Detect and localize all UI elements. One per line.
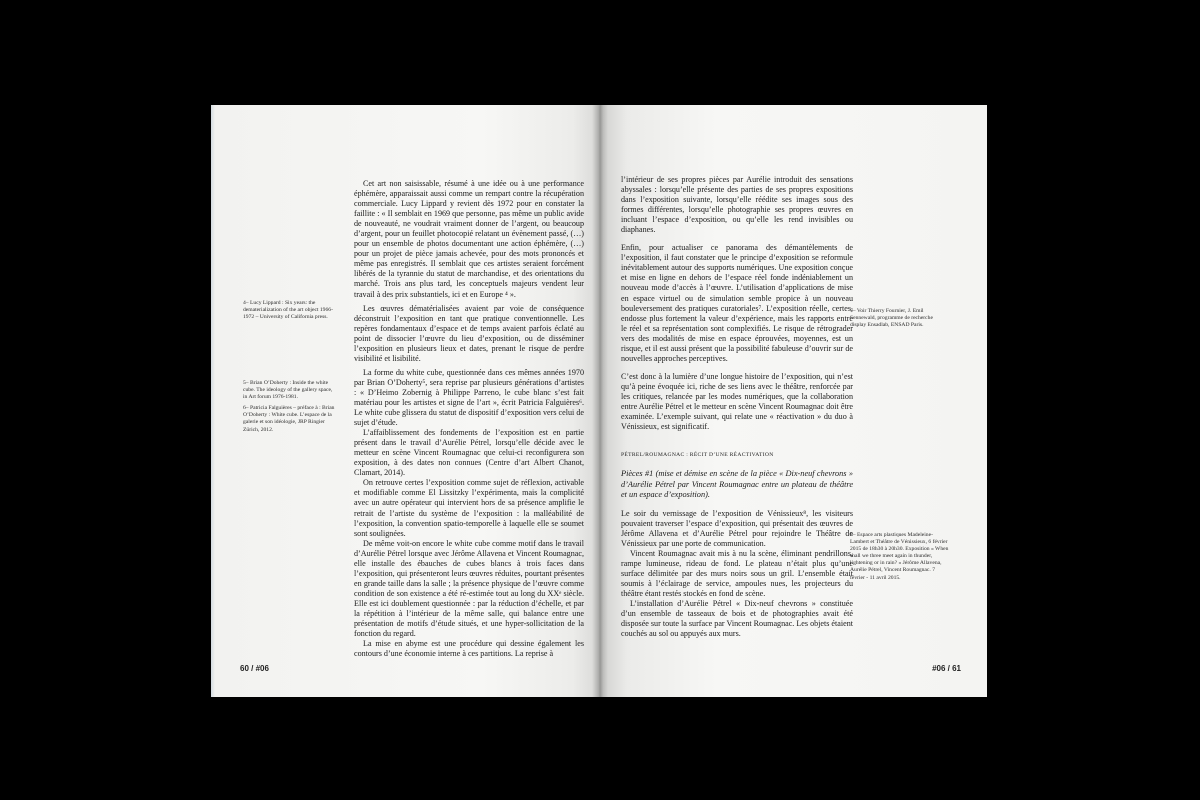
paragraph: Vincent Roumagnac avait mis à nu la scène, éliminant pendrillons, rampe lumineuse, rideau de fond. Le plateau n’était plus qu’une surface délimitée par des murs noirs sous un gril. L’ensemble était soumis à l’éclairage de service, ampoules nues, les projecteurs du théâtre étant restés stockés en fond de scène. [621, 548, 853, 599]
footnote-4-text: 4– Lucy Lippard : Six years: the dematerialization of the art object 1966-1972 – University of California press. [243, 300, 333, 321]
paragraph: La mise en abyme est une procédure qui dessine également les contours d’une économie interne à ces partitions. La reprise à [354, 639, 584, 659]
footnote-5-text: 5– Brian O’Doherty : Inside the white cube. The ideology of the gallery space, in Art forum 1976-1981. [243, 380, 333, 401]
paragraph: L’installation d’Aurélie Pétrel « Dix-neuf chevrons » constituée d’un ensemble de tasseaux de bois et de photographies avait été disposée sur toute la surface par Vincent Roumagnac. Les objets étaient couchés au sol ou appuyés aux murs. [621, 599, 853, 639]
right-body-column [621, 175, 853, 639]
footnote-7 [850, 308, 950, 333]
page-number-left: 60 / #06 [240, 664, 269, 673]
paragraph: Les œuvres dématérialisées avaient par voie de conséquence déconstruit l’exposition en tant que pratique conventionnelle. Les repères fondamentaux d’espace et de temps avaient parfois éclaté au point de dissocier l’œuvre du lieu d’exposition, ou de disséminer l’exposition en plusieurs lieux et dates, prenant le risque de perdre visibilité et lisibilité. [354, 303, 584, 363]
paragraph: On retrouve certes l’exposition comme sujet de réflexion, activable et modifiable comme El Lissitzky l’expérimenta, mais la complicité avec un autre opérateur qui intervient hors de sa présence amplifie le retrait de l’artiste du système de l’exposition : la malléabilité de l’exposition, la convention spatio-temporelle à laquelle elle se soumet sont soulignées. [354, 478, 584, 538]
page-edge [211, 105, 215, 697]
paragraph: Le soir du vernissage de l’exposition de Vénissieux⁸, les visiteurs pouvaient traverser l’espace d’exposition, qui présentait des œuvres de Jérôme Allavena et d’Aurélie Pétrel pour rejoindre le Théâtre de Vénissieux par une porte de communication. [621, 508, 853, 548]
page-number-right: #06 / 61 [932, 664, 961, 673]
paragraph: Enfin, pour actualiser ce panorama des démantèlements de l’exposition, il faut constater que le principe d’exposition se reformule inévitablement autour des supports numériques. Une exposition conçue et mise en ligne en dehors de l’espace réel fonde indéniablement un nouveau mode d’accès à l’œuvre. L’utilisation d’applications de mise en espace virtuel ou de simulation semble propice à un nouveau bouleversement des pratiques curatoriales⁷. L’exposition réelle, certes, endosse plus fortement la valeur d’expérience, mais les rapports entre le réel et sa représentation sont complexifiés. Le risque de rétrograder vers des modalités de mise en espace éprouvées, moyennes, est un risque, et il est aussi présent que la possibilité fabuleuse d’ouvrir sur de nouvelles approches perceptives. [621, 243, 853, 363]
right-page [600, 105, 987, 697]
paragraph: l’intérieur de ses propres pièces par Aurélie introduit des sensations abyssales : lorsqu’elle présente des parties de ses propres expositions dans l’exposition suivante, lorsqu’elle réédite ses images sous des formes différentes, lorsqu’elle photographie ses propres œuvres en incluant l’espace d’exposition, ou qu’elle les rend invisibles ou diaphanes. [621, 175, 853, 235]
footnote-7-text: 7– Voir Thierry Fournier, J. Emil Sennewald, programme de recherche display Ensadlab, ENSAD Paris. [850, 308, 933, 329]
footnote-4 [243, 300, 335, 325]
footnote-8-text: 8– Espace arts plastiques Madeleine-Lambert et Théâtre de Vénissieux, 6 février 2015 de 18h30 à 20h30. Exposition « When shall we three meet again in thunder, lightening or in rain? » Jérôme Allavena, Aurélie Pétrel, Vincent Roumagnac. 7 février - 11 avril 2015. [850, 532, 949, 581]
paragraph: L’affaiblissement des fondements de l’exposition est en partie présent dans le travail d’Aurélie Pétrel, lorsqu’elle décide avec le metteur en scène Vincent Roumagnac que celui-ci reconfigurera son exposition, à des dates non connues (Centre d’art Albert Chanot, Clamart, 2014). [354, 428, 584, 478]
footnote-5-6 [243, 380, 335, 438]
left-page [211, 105, 600, 697]
piece-caption: Pièces #1 (mise et démise en scène de la pièce « Dix-neuf chevrons » d’Aurélie Pétrel par Vincent Roumagnac entre un plateau de théâtre et un espace d’exposition). [621, 469, 853, 500]
paragraph: De même voit-on encore le white cube comme motif dans le travail d’Aurélie Pétrel lorsque avec Jérôme Allavena et Vincent Roumagnac, elle installe des ébauches de cubes blancs à trois faces dans l’exposition, qui présenteront leurs œuvres réduites, pourtant présentes en grande taille dans la salle ; la présence physique de l’œuvre comme condition de son existence a été ré-estimée tout au long du XXᵉ siècle. Elle est ici doublement questionnée : par la réduction d’échelle, et par la répétition à l’intérieur de la même salle, qui balance entre une présentation de motifs d’étude situés, et une hyper-sollicitation de la fonction du regard. [354, 538, 584, 639]
footnote-8 [850, 532, 950, 586]
left-body-column [354, 179, 584, 659]
section-title: PÉTREL/ROUMAGNAC : RÉCIT D’UNE RÉACTIVATION [621, 452, 774, 459]
paragraph: La forme du white cube, questionnée dans ces mêmes années 1970 par Brian O’Doherty⁵, sera reprise par plusieurs générations d’artistes : « D’Heimo Zobernig à Philippe Parreno, le cube blanc s’est fait matériau pour les artistes et signe de l’art », écrit Patricia Falguières⁶. Le white cube glissera du statut de dispositif d’exposition vers celui de sujet d’étude. [354, 367, 584, 428]
paragraph: Cet art non saisissable, résumé à une idée ou à une performance éphémère, apparaissait aussi comme un rempart contre la récupération commerciale. Lucy Lippard y revient dès 1972 pour en constater la faillite : « Il semblait en 1969 que personne, pas même un public avide de nouveauté, ne voudrait vraiment donner de l’argent, ou beaucoup d’argent, pour un feuillet photocopié relatant un évènement passé, (…) pour un ensemble de photos documentant une action éphémère, (…) pour un projet de pièce jamais achevée, pour des mots prononcés et même pas enregistrés. Il semblait que ces artistes seraient forcément libérés de la tyrannie du statut de marchandise, et des orientations du marché. Trois ans plus tard, les conceptuels majeurs vendent leur travail à des prix substantiels, ici et en Europe ⁴ ». [354, 179, 584, 299]
footnote-6-text: 6– Patricia Falguières – préface à : Brian O’Doherty : White cube. L’espace de la galerie et son idéologie, JRP Ringier Zürich, 2012. [243, 405, 335, 433]
paragraph: C’est donc à la lumière d’une longue histoire de l’exposition, qui n’est qu’à peine évoquée ici, riche de ses liens avec le théâtre, renforcée par les critiques, relancée par les modes numériques, que la collaboration entre Aurélie Pétrel et le metteur en scène Vincent Roumagnac doit être examinée. L’exemple suivant, qui relate une « réactivation » du duo à Vénissieux, est significatif. [621, 371, 853, 432]
